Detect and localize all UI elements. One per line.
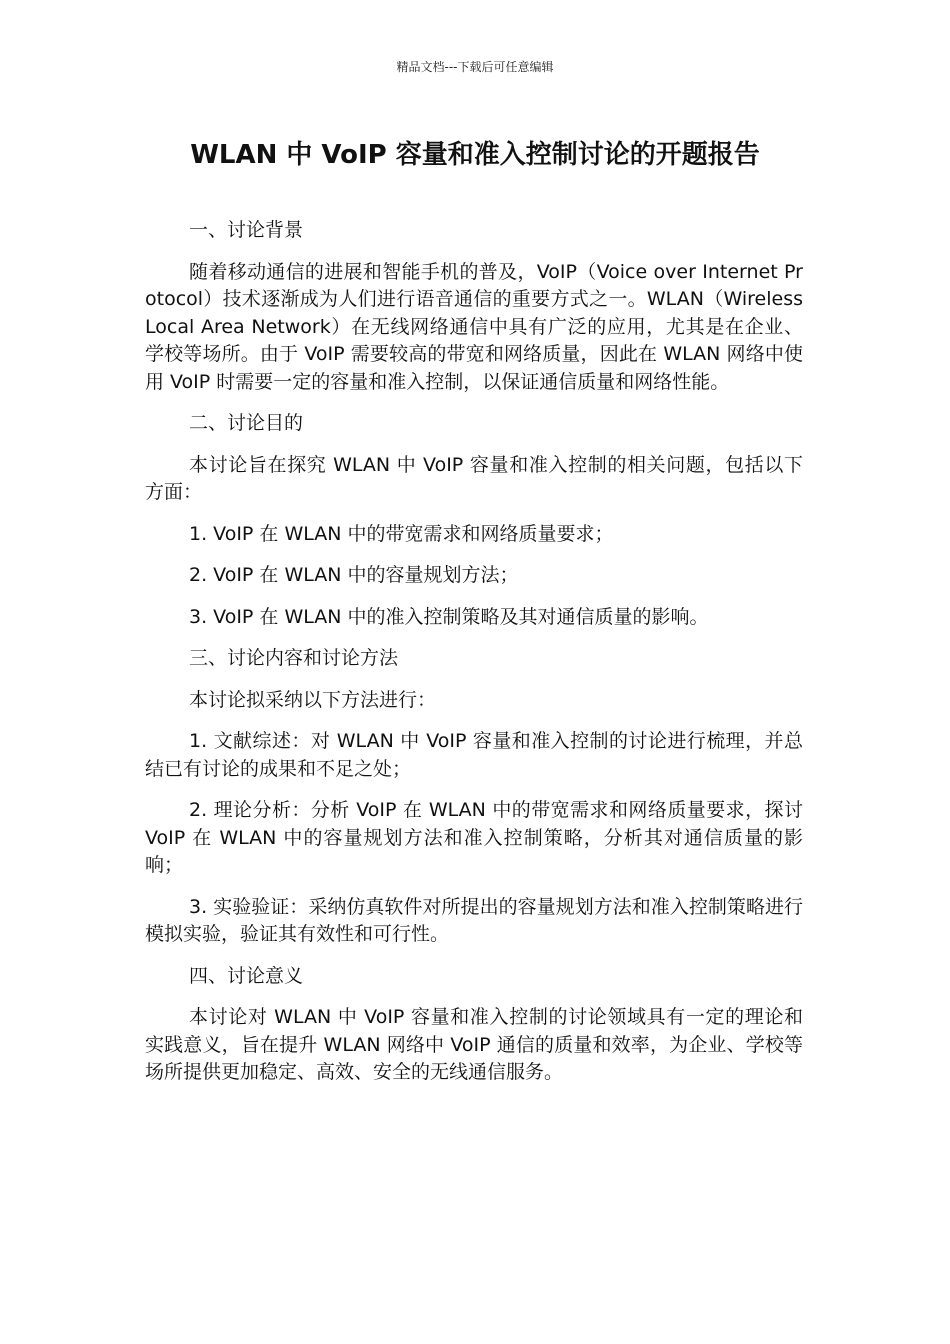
paragraph-background: 随着移动通信的进展和智能手机的普及，VoIP（Voice over Internet Protocol）技术逐渐成为人们进行语音通信的重要方式之一。WLAN（Wireless Local Area Network）在无线网络通信中具有广泛的应用，尤其是在企业、学校等场所。由于 VoIP 需要较高的带宽和网络质量，因此在 WLAN 网络中使用 VoIP 时需要一定的容量和准入控制，以保证通信质量和网络性能。: [145, 260, 803, 393]
purpose-item-2: 2. VoIP 在 WLAN 中的容量规划方法；: [189, 564, 519, 586]
paragraph-purpose: 本讨论旨在探究 WLAN 中 VoIP 容量和准入控制的相关问题，包括以下方面：: [145, 453, 803, 503]
section-heading-methods: 三、讨论内容和讨论方法: [189, 647, 399, 669]
document-title: WLAN 中 VoIP 容量和准入控制讨论的开题报告: [190, 140, 760, 170]
paragraph-methods-intro: 本讨论拟采纳以下方法进行：: [189, 688, 437, 711]
paragraph-significance: 本讨论对 WLAN 中 VoIP 容量和准入控制的讨论领域具有一定的理论和实践意义，旨在提升 WLAN 网络中 VoIP 通信的质量和效率，为企业、学校等场所提供更加稳定、高效、安全的无线通信服务。: [145, 1006, 803, 1083]
document-body: [145, 217, 803, 1101]
section-heading-background: 一、讨论背景: [189, 219, 304, 241]
section-heading-significance: 四、讨论意义: [189, 964, 304, 987]
purpose-item-3: 3. VoIP 在 WLAN 中的准入控制策略及其对通信质量的影响。: [189, 605, 709, 628]
method-item-3: 3. 实验验证：采纳仿真软件对所提出的容量规划方法和准入控制策略进行模拟实验，验证其有效性和可行性。: [145, 895, 803, 945]
section-heading-purpose: 二、讨论目的: [189, 412, 304, 434]
header-note: 精品文档---下载后可任意编辑: [396, 60, 554, 74]
method-item-2: 2. 理论分析：分析 VoIP 在 WLAN 中的带宽需求和网络质量要求，探讨 VoIP 在 WLAN 中的容量规划方法和准入控制策略，分析其对通信质量的影响；: [145, 799, 803, 876]
method-item-1: 1. 文献综述：对 WLAN 中 VoIP 容量和准入控制的讨论进行梳理，并总结已有讨论的成果和不足之处；: [145, 730, 803, 780]
purpose-item-1: 1. VoIP 在 WLAN 中的带宽需求和网络质量要求；: [189, 522, 614, 545]
